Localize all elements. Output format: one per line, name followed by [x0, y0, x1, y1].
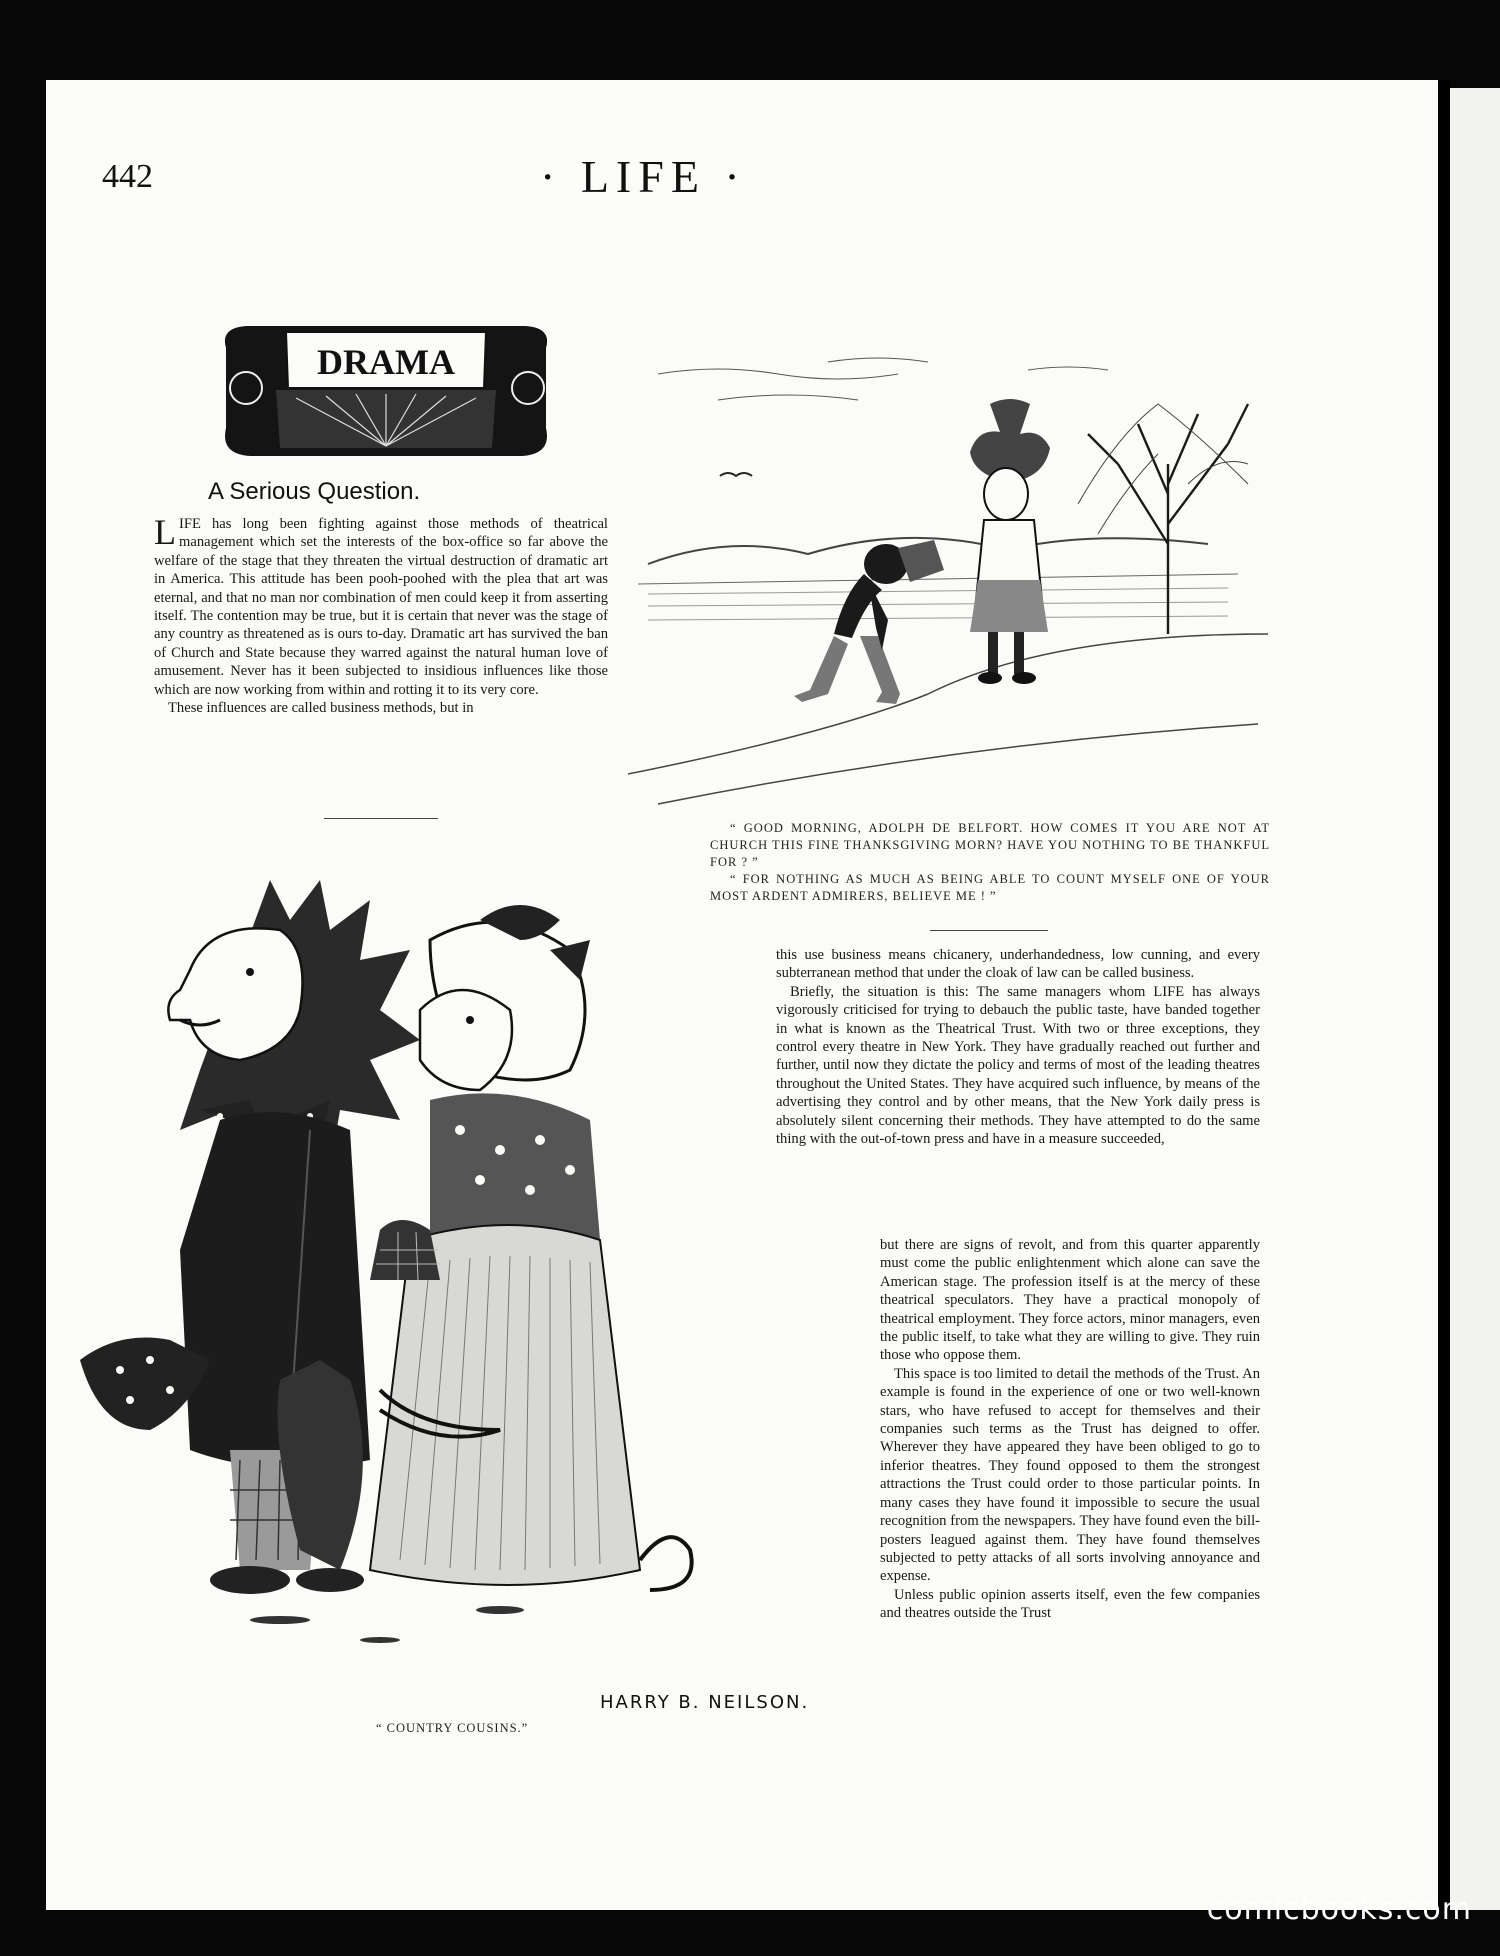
thanksgiving-cartoon-illustration	[628, 344, 1268, 814]
site-watermark: comicbooks.com	[1206, 1892, 1472, 1927]
artist-signature: HARRY B. NEILSON.	[600, 1692, 810, 1713]
drop-cap: L	[154, 512, 176, 552]
paragraph-text: IFE has long been fighting against those methods of theatrical management which set the interests of the box-office so far above the welfare of the stage that they threaten the virtual destruction of dramatic art in America. This attitude has been pooh-poohed with the plea that art was eternal, and that no man nor combination of men could keep it from asserting itself. The contention may be true, but it is certain that never was the stage of any country as threatened as is ours to-day. Dramatic art has survived the ban of Church and State because they warred against the natural human love of amusement. Never has it been subjected to insidious influences like those which are now working from within and rotting it to its very core.	[154, 516, 608, 698]
article-paragraph: but there are signs of revolt, and from this quarter apparently must come the public enlightenment which alone can save the American stage. The profession itself is at the mercy of these theatrical speculators. They have a practical monopoly of theatrical employment. They force actors, minor managers, even the public itself, to take what they are willing to give. They ruin those who oppose them.	[880, 1237, 1260, 1364]
article-paragraph: Briefly, the situation is this: The same managers whom LIFE has always vigorously criticised for trying to debauch the public taste, have banded together in what is known as the Theatrical Trust. With two or three exceptions, they control every theatre in New York. They have gradually reached out further and further, until now they dictate the policy and terms of most of the leading theatres throughout the United States. They have acquired such influence, by means of the advertising they control and by other means, that the New York daily press is absolutely silent concerning their methods. They have attempted to do the same thing with the out-of-town press and have in a measure succeeded,	[776, 983, 1260, 1148]
article-paragraph: this use business means chicanery, underhandedness, low cunning, and every subterranean method that under the cloak of law can be called business.	[776, 947, 1260, 982]
article-paragraph	[154, 512, 608, 699]
caption-line: “ FOR NOTHING AS MUCH AS BEING ABLE TO COUNT MYSELF ONE OF YOUR MOST ARDENT ADMIRERS, BELIEVE ME ! ”	[710, 872, 1270, 903]
drama-banner-illustration	[216, 318, 556, 464]
page-gutter	[1438, 80, 1450, 1910]
adjacent-page-edge	[1450, 88, 1500, 1910]
page-number: 442	[102, 158, 153, 195]
drama-banner-label: DRAMA	[317, 342, 455, 382]
magazine-masthead: · LIFE ·	[540, 151, 747, 202]
article-paragraph: This space is too limited to detail the methods of the Trust. An example is found in the experience of one or two well-known stars, who have refused to accept for themselves and their companies such terms as the Trust has deigned to offer. Wherever they have appeared they have been obliged to go to inferior theatres. They found opposed to them the strongest attractions the Trust could order to those particular points. In many cases they have found it impossible to secure the usual recognition from the newspapers. They have found even the bill-posters leagued against them. They have found themselves subjected to petty attacks of all sorts involving annoyance and expense.	[880, 1365, 1260, 1585]
article-paragraph: Unless public opinion asserts itself, even the few companies and theatres outside the Trust	[880, 1586, 1260, 1622]
article-column-3	[880, 1236, 1260, 1623]
caption-line: “ GOOD MORNING, ADOLPH DE BELFORT. HOW COMES IT YOU ARE NOT AT CHURCH THIS FINE THANKSGIVING MORN? HAVE YOU NOTHING TO BE THANKFUL FOR ? ”	[710, 821, 1270, 869]
country-cousins-illustration	[80, 860, 840, 1740]
caption-divider	[930, 930, 1048, 931]
country-cousins-caption: “ COUNTRY COUSINS.”	[376, 1721, 529, 1735]
article-column-1	[154, 512, 608, 717]
column-divider	[324, 818, 438, 819]
article-headline: A Serious Question.	[208, 478, 421, 505]
article-column-2	[776, 946, 1260, 1148]
article-paragraph: These influences are called business methods, but in	[168, 700, 474, 717]
